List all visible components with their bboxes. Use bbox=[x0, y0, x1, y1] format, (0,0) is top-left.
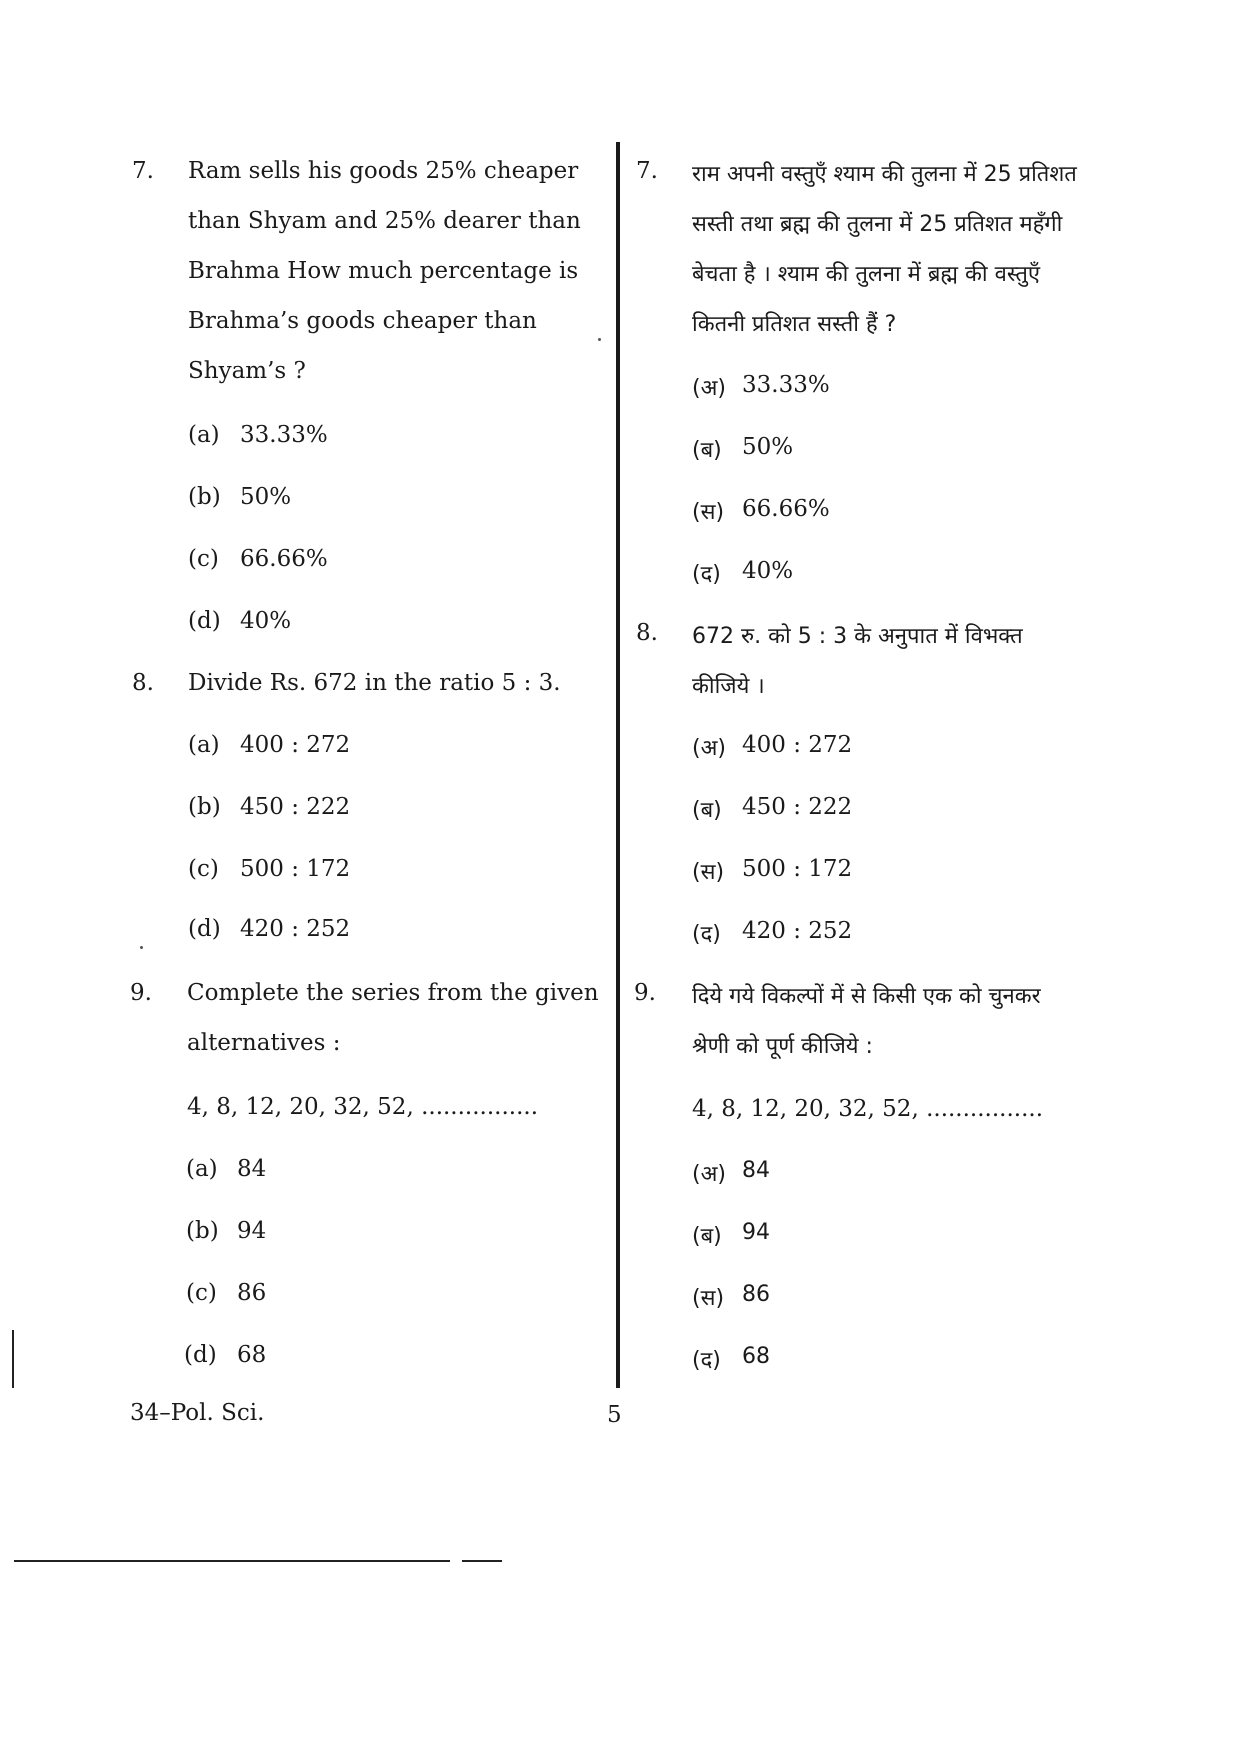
scan-mark bbox=[12, 1330, 14, 1388]
question-8-option-b-value: 450 : 222 bbox=[240, 794, 351, 820]
question-7-option-b-value: 50% bbox=[240, 484, 292, 510]
hindi-question-7-option-d-label: (द) bbox=[692, 562, 721, 587]
question-7-option-b-label: (b) bbox=[188, 484, 221, 510]
hindi-question-9-option-d-label: (द) bbox=[692, 1348, 721, 1373]
question-9-number: 9. bbox=[130, 980, 152, 1006]
scan-dot bbox=[140, 946, 143, 949]
question-8-option-a-label: (a) bbox=[188, 732, 220, 758]
column-divider bbox=[616, 142, 620, 1388]
hindi-question-7-option-d-value: 40% bbox=[742, 558, 794, 584]
hindi-question-9-number: 9. bbox=[634, 980, 656, 1006]
hindi-question-9-option-b-value: 94 bbox=[742, 1220, 770, 1245]
question-8-text: Divide Rs. 672 in the ratio 5 : 3. bbox=[188, 670, 561, 696]
hindi-question-9-option-a-value: 84 bbox=[742, 1158, 770, 1183]
hindi-question-8-option-c-label: (स) bbox=[692, 860, 725, 885]
hindi-question-8-line-2: कीजिये । bbox=[692, 674, 765, 699]
page-number: 5 bbox=[607, 1402, 622, 1428]
question-8-option-b-label: (b) bbox=[188, 794, 221, 820]
scan-line-short bbox=[462, 1560, 502, 1562]
scan-line bbox=[14, 1560, 450, 1562]
question-8-option-c-value: 500 : 172 bbox=[240, 856, 351, 882]
hindi-question-9-option-a-label: (अ) bbox=[692, 1162, 726, 1187]
hindi-question-9-option-c-label: (स) bbox=[692, 1286, 725, 1311]
hindi-question-8-option-d-label: (द) bbox=[692, 922, 721, 947]
question-9-option-c-value: 86 bbox=[237, 1280, 267, 1306]
hindi-question-7-line-3: बेचता है । श्याम की तुलना में ब्रह्म की वस्तुएँ bbox=[692, 262, 1041, 287]
hindi-question-8-option-c-value: 500 : 172 bbox=[742, 856, 853, 882]
hindi-question-7-option-a-label: (अ) bbox=[692, 376, 726, 401]
hindi-question-7-line-1: राम अपनी वस्तुएँ श्याम की तुलना में 25 प्रतिशत bbox=[692, 162, 1077, 187]
question-9-option-b-value: 94 bbox=[237, 1218, 267, 1244]
question-8-option-c-label: (c) bbox=[188, 856, 219, 882]
question-7-number: 7. bbox=[132, 158, 154, 184]
hindi-question-7-option-b-label: (ब) bbox=[692, 438, 722, 463]
question-9-option-c-label: (c) bbox=[186, 1280, 217, 1306]
question-9-option-d-label: (d) bbox=[184, 1342, 217, 1368]
hindi-question-8-number: 8. bbox=[636, 620, 658, 646]
question-7-option-d-value: 40% bbox=[240, 608, 292, 634]
question-9-option-b-label: (b) bbox=[186, 1218, 219, 1244]
hindi-question-8-option-a-value: 400 : 272 bbox=[742, 732, 853, 758]
question-9-option-a-label: (a) bbox=[186, 1156, 218, 1182]
question-7-line-5: Shyam’s ? bbox=[188, 358, 306, 384]
question-8-option-a-value: 400 : 272 bbox=[240, 732, 351, 758]
question-8-option-d-label: (d) bbox=[188, 916, 221, 942]
hindi-question-8-option-a-label: (अ) bbox=[692, 736, 726, 761]
hindi-question-9-line-1: दिये गये विकल्पों में से किसी एक को चुनकर bbox=[692, 984, 1041, 1009]
hindi-question-7-option-b-value: 50% bbox=[742, 434, 794, 460]
question-9-line-2: alternatives : bbox=[187, 1030, 341, 1056]
question-9-option-d-value: 68 bbox=[237, 1342, 267, 1368]
hindi-question-8-option-b-value: 450 : 222 bbox=[742, 794, 853, 820]
hindi-question-8-option-d-value: 420 : 252 bbox=[742, 918, 853, 944]
question-7-line-4: Brahma’s goods cheaper than bbox=[188, 308, 537, 334]
hindi-question-9-option-c-value: 86 bbox=[742, 1282, 770, 1307]
hindi-question-7-line-4: कितनी प्रतिशत सस्ती हैं ? bbox=[692, 312, 897, 337]
question-7-line-1: Ram sells his goods 25% cheaper bbox=[188, 158, 579, 184]
hindi-question-8-option-b-label: (ब) bbox=[692, 798, 722, 823]
question-8-number: 8. bbox=[132, 670, 154, 696]
hindi-question-9-series: 4, 8, 12, 20, 32, 52, ................ bbox=[692, 1096, 1044, 1122]
question-9-line-1: Complete the series from the given bbox=[187, 980, 599, 1006]
question-7-option-a-label: (a) bbox=[188, 422, 220, 448]
hindi-question-8-line-1: 672 रु. को 5 : 3 के अनुपात में विभक्त bbox=[692, 624, 1023, 649]
paper-code: 34–Pol. Sci. bbox=[130, 1400, 265, 1426]
question-8-option-d-value: 420 : 252 bbox=[240, 916, 351, 942]
question-7-line-3: Brahma How much percentage is bbox=[188, 258, 579, 284]
hindi-question-9-option-b-label: (ब) bbox=[692, 1224, 722, 1249]
hindi-question-7-option-c-label: (स) bbox=[692, 500, 725, 525]
question-7-option-c-label: (c) bbox=[188, 546, 219, 572]
question-7-line-2: than Shyam and 25% dearer than bbox=[188, 208, 581, 234]
hindi-question-9-line-2: श्रेणी को पूर्ण कीजिये : bbox=[692, 1034, 873, 1059]
hindi-question-7-option-a-value: 33.33% bbox=[742, 372, 830, 398]
hindi-question-9-option-d-value: 68 bbox=[742, 1344, 770, 1369]
question-9-series: 4, 8, 12, 20, 32, 52, ................ bbox=[187, 1094, 539, 1120]
scan-dot bbox=[598, 338, 601, 341]
hindi-question-7-number: 7. bbox=[636, 158, 658, 184]
hindi-question-7-line-2: सस्ती तथा ब्रह्म की तुलना में 25 प्रतिशत महँगी bbox=[692, 212, 1063, 237]
question-7-option-a-value: 33.33% bbox=[240, 422, 328, 448]
question-7-option-c-value: 66.66% bbox=[240, 546, 328, 572]
hindi-question-7-option-c-value: 66.66% bbox=[742, 496, 830, 522]
question-9-option-a-value: 84 bbox=[237, 1156, 267, 1182]
question-7-option-d-label: (d) bbox=[188, 608, 221, 634]
